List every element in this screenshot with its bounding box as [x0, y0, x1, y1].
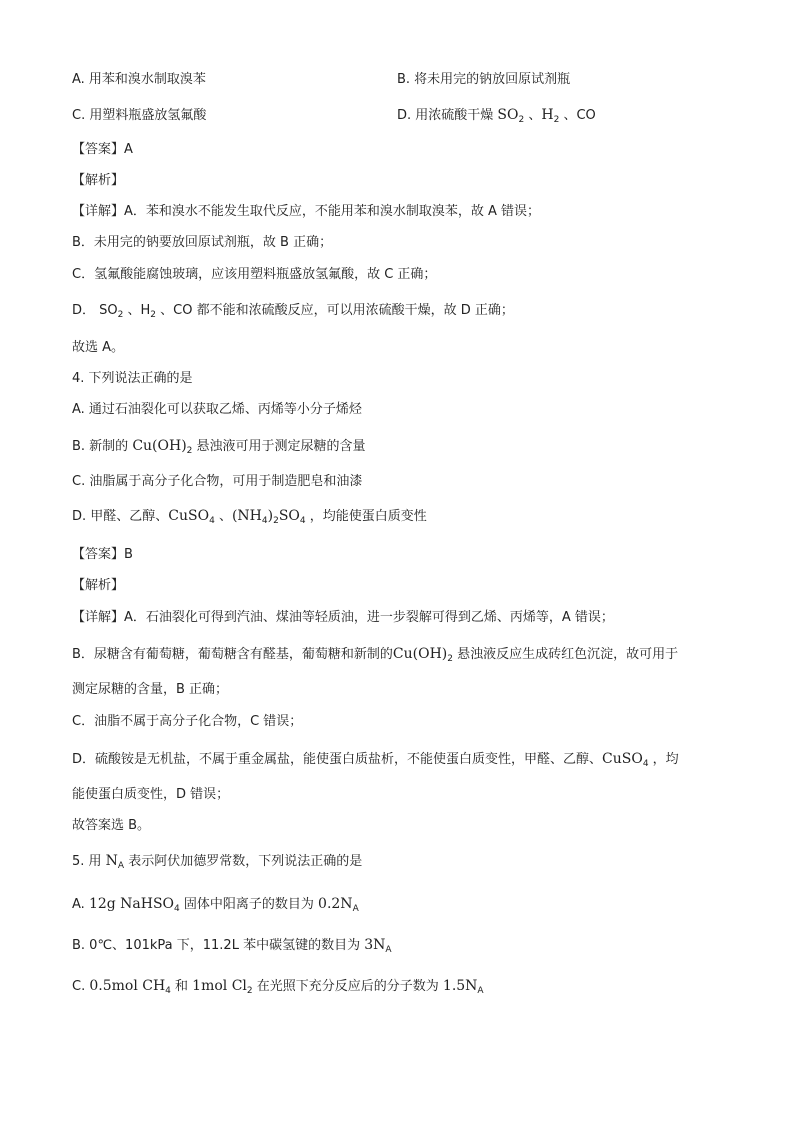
q4-conclusion: 故答案选 B。	[72, 818, 151, 833]
q3-detail-c: C．氢氟酸能腐蚀玻璃，应该用塑料瓶盛放氢氟酸，故 C 正确；	[72, 267, 437, 282]
q4-detail-d: D．硫酸铵是无机盐，不属于重金属盐，能使蛋白质盐析，不能使蛋白质变性，甲醛、乙醇、CuSO$_4$ ，均	[72, 751, 679, 769]
q5-option-b: B. 0℃、101kPa 下，11.2L 苯中碳氢键的数目为 $3N_A$	[72, 937, 392, 955]
q3-conclusion: 故选 A。	[72, 340, 125, 355]
q4-option-d: D. 甲醛、乙醇、CuSO$_4$ 、$(NH_4)_2SO_4$ ，均能使蛋白质变性	[72, 508, 427, 526]
q3-analysis-label: 【解析】	[72, 173, 125, 188]
q3-option-d: D. 用浓硫酸干燥 $SO_2$ 、$H_2$ 、CO	[397, 107, 596, 125]
q4-option-b: B. 新制的 $Cu(OH)_2$ 悬浊液可用于测定尿糖的含量	[72, 438, 366, 456]
q4-detail-a: 【详解】A．石油裂化可得到汽油、煤油等轻质油，进一步裂解可得到乙烯、丙烯等，A 错误；	[72, 610, 614, 625]
q4-detail-d-cont: 能使蛋白质变性，D 错误；	[72, 787, 230, 802]
q4-detail-b: B．尿糖含有葡萄糖，葡萄糖含有醛基，葡萄糖和新制的$Cu(OH)_2$ 悬浊液反应生成砖红色沉淀，故可用于	[72, 646, 679, 664]
q5-stem: 5. 用 $N_A$ 表示阿伏加德罗常数，下列说法正确的是	[72, 853, 363, 871]
q4-analysis-label: 【解析】	[72, 578, 125, 593]
q4-detail-c: C．油脂不属于高分子化合物，C 错误；	[72, 714, 303, 729]
q4-answer: 【答案】B	[72, 547, 133, 562]
q3-detail-d: D． $SO_2$ 、$H_2$ 、CO 都不能和浓硫酸反应，可以用浓硫酸干燥，故 D 正确；	[72, 303, 514, 320]
q3-detail-a: 【详解】A．苯和溴水不能发生取代反应，不能用苯和溴水制取溴苯，故 A 错误；	[72, 204, 541, 219]
q5-option-a: A. 12g NaHSO$_4$ 固体中阳离子的数目为 $0.2N_A$	[72, 896, 359, 914]
q4-option-a: A. 通过石油裂化可以获取乙烯、丙烯等小分子烯烃	[72, 402, 362, 417]
q5-option-c: C. 0.5mol $CH_4$ 和 1mol $Cl_2$ 在光照下充分反应后的分子数为 $1.5N_A$	[72, 978, 484, 996]
q4-stem: 4. 下列说法正确的是	[72, 371, 193, 386]
q3-detail-b: B．未用完的钠要放回原试剂瓶，故 B 正确；	[72, 235, 333, 250]
q4-detail-b-cont: 测定尿糖的含量，B 正确；	[72, 682, 229, 697]
q3-option-a: A. 用苯和溴水制取溴苯	[72, 72, 206, 87]
q3-answer: 【答案】A	[72, 142, 133, 157]
q3-option-b: B. 将未用完的钠放回原试剂瓶	[397, 72, 571, 87]
q3-option-c: C. 用塑料瓶盛放氢氟酸	[72, 108, 207, 123]
q4-option-c: C. 油脂属于高分子化合物，可用于制造肥皂和油漆	[72, 474, 363, 489]
